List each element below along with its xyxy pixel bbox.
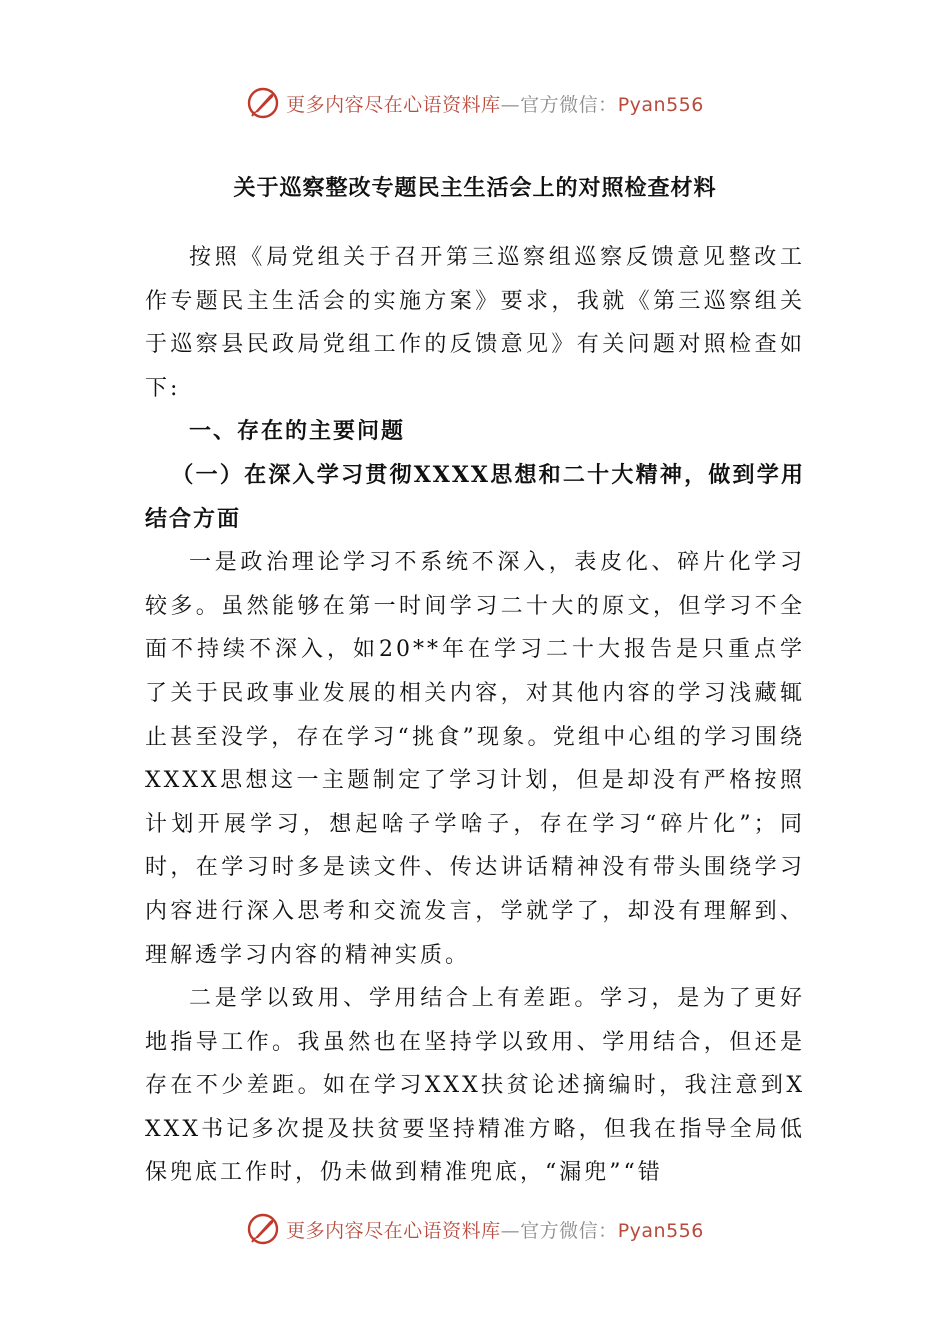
watermark-banner-top — [0, 83, 950, 123]
watermark-banner-bottom — [0, 1209, 950, 1249]
quill-logo-icon — [246, 86, 280, 120]
document-title: 关于巡察整改专题民主生活会上的对照检查材料 — [233, 175, 717, 201]
watermark-separator: — — [500, 93, 521, 116]
watermark-wechat-id: Pyan556 — [617, 1219, 704, 1242]
watermark-separator: — — [500, 1219, 521, 1242]
subsection-heading: （一）在深入学习贯彻XXXX思想和二十大精神，做到学用结合方面 — [145, 461, 805, 532]
watermark-text — [286, 1216, 704, 1243]
watermark-wechat-label: 官方微信： — [520, 93, 618, 116]
watermark-text — [286, 90, 704, 117]
watermark-brand: 更多内容尽在心语资料库 — [286, 93, 501, 116]
watermark-brand: 更多内容尽在心语资料库 — [286, 1219, 501, 1242]
body-paragraph-2: 二是学以致用、学用结合上有差距。学习，是为了更好地指导工作。我虽然也在坚持学以致用、学用结合，但还是存在不少差距。如在学习XXX扶贫论述摘编时，我注意到XXXX书记多次提及扶贫要坚持精准方略，但我在指导全局低保兜底工作时，仍未做到精准兜底，“漏兜”“错 — [145, 986, 805, 1186]
watermark-wechat-label: 官方微信： — [520, 1219, 618, 1242]
watermark-wechat-id: Pyan556 — [617, 93, 704, 116]
body-paragraph-1: 一是政治理论学习不系统不深入，表皮化、碎片化学习较多。虽然能够在第一时间学习二十大的原文，但学习不全面不持续不深入，如20**年在学习二十大报告是只重点学了关于民政事业发展的相关内容，对其他内容的学习浅藏辄止甚至没学，存在学习“挑食”现象。党组中心组的学习围绕XXXX思想这一主题制定了学习计划，但是却没有严格按照计划开展学习，想起啥子学啥子，存在学习“碎片化”；同时，在学习时多是读文件、传达讲话精神没有带头围绕学习内容进行深入思考和交流发言，学就学了，却没有理解到、理解透学习内容的精神实质。 — [145, 550, 805, 968]
intro-paragraph: 按照《局党组关于召开第三巡察组巡察反馈意见整改工作专题民主生活会的实施方案》要求，我就《第三巡察组关于巡察县民政局党组工作的反馈意见》有关问题对照检查如下: — [145, 245, 805, 401]
document-body — [145, 160, 805, 1195]
section-heading: 一、存在的主要问题 — [189, 418, 406, 445]
quill-logo-icon — [246, 1212, 280, 1246]
